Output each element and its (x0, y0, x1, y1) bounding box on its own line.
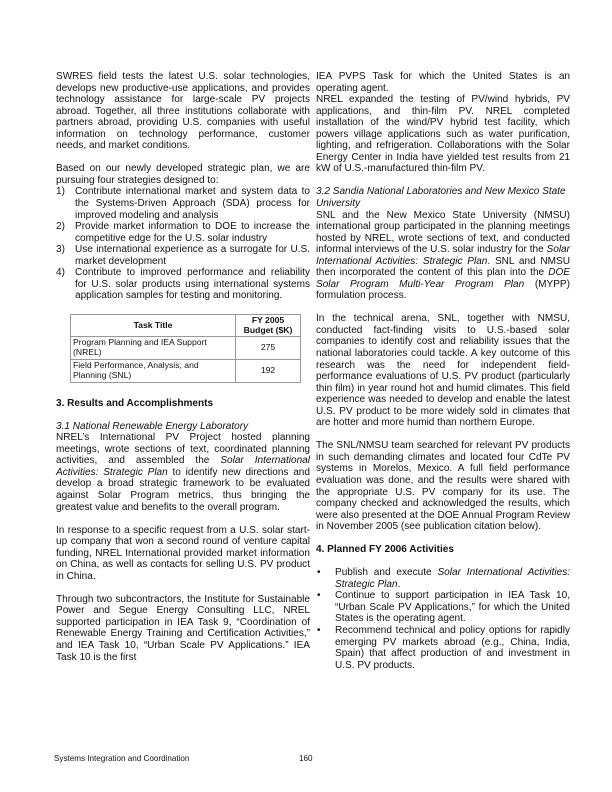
continued-paragraph: IEA PVPS Task for which the United States is an operating agent. (316, 71, 570, 94)
strategy-item: 1) Contribute international market and system data to the Systems-Driven Approach (SDA) process for improved modeling and analysis (56, 186, 310, 221)
strategy-item: 3) Use international experience as a surrogate for U.S. market development (56, 244, 310, 267)
table-row (71, 360, 301, 383)
section-4-heading: 4. Planned FY 2006 Activities (316, 544, 454, 556)
plan-title: Solar International Activities: Strategic Plan (316, 244, 570, 267)
table-header-row (71, 314, 301, 337)
mypp-title: DOE Solar Program Multi-Year Program Plan (316, 267, 570, 290)
strategies-list (56, 186, 310, 301)
strategy-item: 4) Contribute to improved performance and reliability for U.S. solar products using international systems application samples for testing and monitoring. (56, 267, 310, 302)
china-market-paragraph: In response to a specific request from a U.S. solar start-up company that won a second round of venture capital funding, NREL International provided market information on China, as well as contacts for selling U.S. PV product in China. (56, 524, 310, 582)
header-budget: FY 2005 Budget ($K) (236, 314, 301, 337)
footer-section-title: Systems Integration and Coordination (54, 754, 190, 763)
strategy-intro: Based on our newly developed strategic plan, we are pursuing four strategies designed to: (56, 163, 310, 186)
left-column (56, 71, 310, 675)
bullet-icon: • (317, 590, 321, 602)
strategy-item: 2) Provide market information to DOE to increase the competitive edge for the U.S. solar industry (56, 221, 310, 244)
nrel-planning-paragraph: NREL’s International PV Project hosted planning meetings, wrote sections of text, coordinated planning activities, and assembled the Solar International Activities: Strategic Plan to identify new directions and develop a broad strategic framework to be evaluated against Solar Program metrics, thus bringing the greatest value and benefits to the overall program. (56, 432, 311, 513)
list-item: • Recommend technical and policy options for rapidly emerging PV markets abroad (e.g., China, India, Spain) that affect production of and investment in U.S. PV products. (317, 625, 570, 671)
table-row (71, 337, 301, 360)
plan-title: Solar International Activities: Strategic Plan (56, 455, 311, 478)
list-item: • Publish and execute Solar International Activities: Strategic Plan. (317, 567, 571, 590)
bullet-icon: • (317, 625, 321, 637)
budget-cell: 275 (236, 337, 301, 360)
subsection-3-1-heading: 3.1 National Renewable Energy Laboratory (56, 420, 249, 432)
section-3-heading: 3. Results and Accomplishments (56, 397, 214, 409)
task-cell: Program Planning and IEA Support (NREL) (71, 337, 236, 360)
planned-activities-list (316, 567, 570, 671)
intro-paragraph: SWRES field tests the latest U.S. solar technologies, develops new productive-use applications, and provides technology assistance for large-scale PV projects abroad. Together, all three institutions collaborate with partners abroad, providing U.S. companies with useful information on technology performance, customer needs, and market conditions. (56, 71, 310, 152)
list-item: • Continue to support participation in IEA Task 10, “Urban Scale PV Applications,” for which the United States is the operating agent. (317, 590, 570, 625)
technical-arena-paragraph: In the technical arena, SNL, together with NMSU, conducted fact-finding visits to U.S.-based solar companies to identify cost and reliability issues that the national laboratories could tackle. A key outcome of this research was the need for independent field-performance evaluations of U.S. PV product (particularly thin film) in year round hot and humid climates. This field experience was needed to develop and enable the latest U.S. PV product to be more widely sold in climates that are hotter and more humid than northern Europe. (316, 313, 570, 429)
right-column (316, 71, 570, 671)
header-task-title: Task Title (71, 314, 236, 337)
subcontractors-paragraph: Through two subcontractors, the Institute for Sustainable Power and Segue Energy Consulting LLC, NREL supported participation in IEA Task 9, “Coordination of Renewable Energy Training and Certification Activities,” and IEA Task 10, “Urban Scale PV Applications.” IEA Task 10 is the first (56, 593, 310, 663)
subsection-3-2-heading: 3.2 Sandia National Laboratories and New Mexico State University (316, 186, 566, 209)
budget-table (70, 314, 301, 383)
page-number: 160 (299, 754, 313, 763)
bullet-icon: • (317, 567, 321, 579)
task-cell: Field Performance, Analysis, and Planning (SNL) (71, 360, 236, 383)
snl-planning-paragraph: SNL and the New Mexico State University (NMSU) international group participated in the planning meetings hosted by NREL, wrote sections of text, and conducted informal interviews of the U.S. solar industry for the Solar International Activities: Strategic Plan. SNL and NMSU then incorporated the content of this plan into the DOE Solar Program Multi-Year Program Plan (MYPP) formulation process. (316, 209, 571, 302)
nrel-testing-paragraph: NREL expanded the testing of PV/wind hybrids, PV applications, and thin-film PV. NREL completed installation of the wind/PV hybrid test facility, which powers village applications such as water purification, lighting, and refrigeration. Collaborations with the Solar Energy Center in India have yielded test results from 21 kW of U.S.-manufactured thin-film PV. (316, 94, 570, 175)
budget-cell: 192 (236, 360, 301, 383)
morelos-paragraph: The SNL/NMSU team searched for relevant PV products in such demanding climates and located four CdTe PV systems in Morelos, Mexico. A full field performance evaluation was done, and the results were shared with the appropriate U.S. PV company for its use. The company checked and acknowledged the results, which were also presented at the DOE Annual Program Review in November 2005 (see publication citation below). (316, 440, 570, 533)
